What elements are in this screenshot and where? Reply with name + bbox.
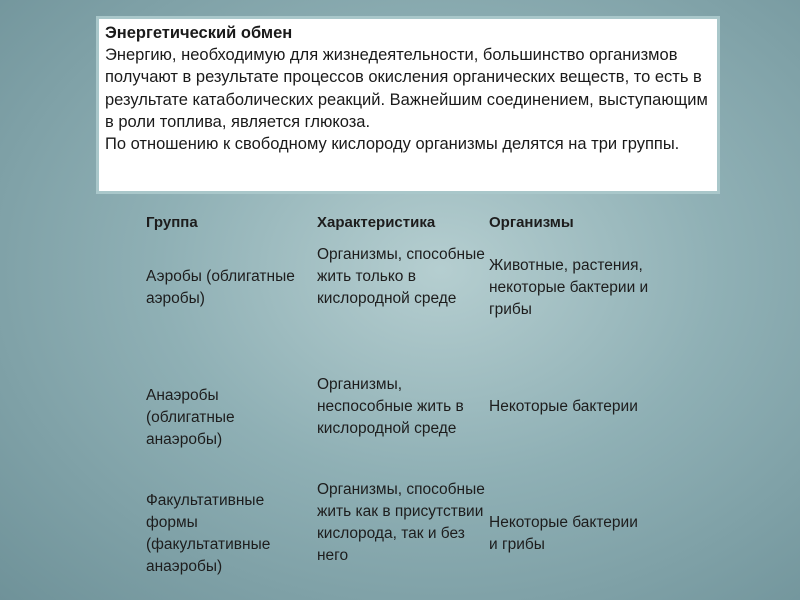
row-anaerobes-organisms: Некоторые бактерии <box>489 398 638 415</box>
slide-title: Энергетический обмен <box>105 24 293 42</box>
row-anaerobes-group: Анаэробы (облигатные анаэробы) <box>146 387 235 448</box>
row-facultative-group: Факультативные формы (факультативные анаэробы) <box>146 492 271 575</box>
row-facultative-characteristic: Организмы, способные жить как в присутствии кислорода, так и без него <box>317 481 485 564</box>
intro-paragraph: Энергию, необходимую для жизнедеятельности, большинство организмов получают в результате процессов окисления органических веществ, то есть в результате катаболических реакций. Важнейшим соединением, выступающим в роли топлива, является глюкоза. <box>105 46 708 131</box>
row-aerobes-group: Аэробы (облигатные аэробы) <box>146 268 295 307</box>
intro-textbox <box>96 16 720 194</box>
groups-intro-paragraph: По отношению к свободному кислороду организмы делятся на три группы. <box>105 135 680 154</box>
header-group: Группа <box>146 214 198 231</box>
header-organisms: Организмы <box>489 214 574 231</box>
row-facultative-organisms: Некоторые бактерии и грибы <box>489 514 638 553</box>
row-aerobes-characteristic: Организмы, способные жить только в кислородной среде <box>317 246 485 307</box>
header-characteristic: Характеристика <box>317 214 436 231</box>
row-anaerobes-characteristic: Организмы, неспособные жить в кислородной среде <box>317 376 464 437</box>
row-aerobes-organisms: Животные, растения, некоторые бактерии и грибы <box>489 257 649 318</box>
